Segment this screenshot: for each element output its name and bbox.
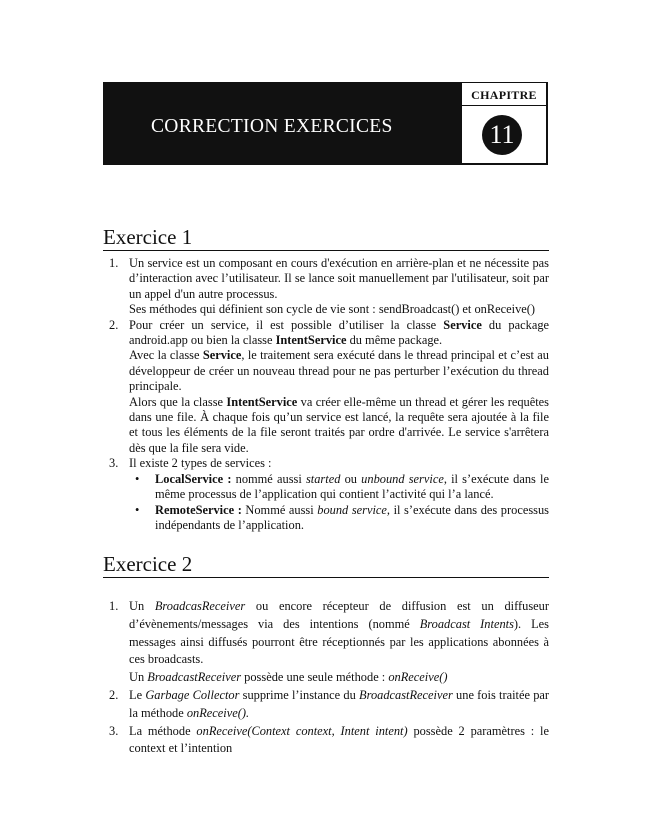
text: , le traitement sera exécuté dans le thread principal et c’est au développeur de créer un nouveau thread pour ne pas perturber l’exécution du thread principale.: [129, 348, 549, 394]
item-number: 1.: [109, 599, 119, 613]
chapter-banner: [103, 82, 548, 165]
paragraph: [129, 348, 549, 394]
bullet-icon: •: [135, 502, 140, 517]
item-number: 2.: [109, 687, 119, 702]
exercise-1-heading: Exercice 1: [103, 224, 549, 251]
text: Un: [129, 599, 155, 613]
list-item: [103, 318, 549, 457]
term-italic: bound service,: [317, 502, 391, 517]
chapter-title: CORRECTION EXERCICES: [151, 116, 393, 137]
text: du même package.: [346, 333, 443, 348]
paragraph: [129, 669, 549, 687]
term-italic: onReceive().: [186, 705, 250, 720]
service-types-list: [129, 472, 549, 534]
bullet-item: [129, 503, 549, 534]
paragraph: [129, 723, 549, 759]
text: La méthode: [129, 723, 197, 738]
chapter-label: CHAPITRE: [471, 88, 537, 102]
class-name: IntentService: [226, 394, 298, 409]
term-italic: Garbage Collector: [145, 687, 240, 702]
bullet-icon: •: [135, 471, 140, 486]
text: supprime l’instance du: [239, 687, 360, 702]
list-item: [103, 256, 549, 318]
exercise-1-list: [103, 256, 549, 533]
text: ). Les messages ainsi diffusés pourront être réceptionnés par les applications abonnées à ces broadcasts.: [129, 616, 549, 667]
text: , il s’exécute dans le même processus de l’application qui contient l’activité qui l’a lancé.: [155, 471, 549, 502]
text: il s’exécute dans des processus indépendants de l’application.: [155, 502, 549, 532]
paragraph: [129, 598, 549, 669]
text: Un: [129, 670, 148, 685]
class-name: Service: [202, 348, 242, 363]
bullet-item: [129, 472, 549, 503]
paragraph: [129, 395, 549, 457]
list-item: [103, 687, 549, 723]
text: Nommé aussi: [245, 502, 318, 517]
chapter-box: [461, 82, 547, 164]
term-italic: BroadcastReceiver: [147, 670, 242, 685]
term-italic: BroadcasReceiver: [154, 599, 246, 613]
text: Avec la classe: [129, 348, 203, 363]
text: va créer elle-même un thread et gérer les requêtes dans une file. À chaque fois qu’un service est lancé, la requête sera ajoutée à la file et tous les éléments de la file seront traités par ordre d'arrivée. Le service s'arrêtera dès que la file sera vide.: [129, 394, 549, 455]
item-number: 2.: [109, 317, 119, 332]
paragraph: [129, 687, 549, 723]
term: LocalService :: [155, 471, 236, 486]
list-item: [103, 723, 549, 759]
class-name: Service: [443, 317, 482, 332]
term-italic: BroadcastReceiver: [359, 687, 453, 702]
exercise-2-list: [103, 598, 549, 758]
text: Alors que la classe: [129, 394, 227, 409]
text: Pour créer un service, il est possible d’utiliser la classe: [129, 317, 444, 332]
paragraph: Ses méthodes qui définient son cycle de vie sont : sendBroadcast() et onReceive(): [129, 302, 536, 317]
exercise-2-heading: Exercice 2: [103, 551, 549, 578]
chapter-number-badge: 11: [482, 115, 522, 155]
item-number: 1.: [109, 256, 119, 270]
text: ou encore récepteur de diffusion est un diffuseur d’évènements/messages via des intentions (nommé: [129, 599, 549, 631]
class-name: IntentService: [275, 333, 347, 348]
term-italic: Broadcast Intents: [419, 616, 514, 631]
term-italic: started: [305, 471, 341, 486]
text: ou: [340, 471, 362, 486]
chapter-divider: [462, 105, 546, 106]
text: nommé aussi: [235, 471, 306, 486]
term-italic: onReceive(Context context, Intent intent): [196, 723, 408, 738]
term-italic: unbound service: [361, 471, 444, 486]
list-item: [103, 598, 549, 687]
text: du package android.app ou bien la classe: [129, 317, 550, 348]
paragraph: Un service est un composant en cours d'exécution en arrière-plan et ne nécessite pas d’interaction avec l’utilisateur. Il se lance soit manuellement par l'utilisateur, soit par un appel d'un autre processus.: [129, 256, 549, 301]
list-item: [103, 456, 549, 533]
item-number: 3.: [109, 723, 119, 738]
term-italic: onReceive(): [388, 670, 448, 685]
term: RemoteService :: [155, 502, 246, 517]
text: Le: [129, 687, 146, 702]
paragraph: [129, 318, 549, 349]
text: possède 2 paramètres : le context et l’intention: [129, 723, 549, 756]
paragraph: Il existe 2 types de services :: [129, 456, 272, 471]
text: une fois traitée par la méthode: [129, 687, 550, 720]
item-number: 3.: [109, 456, 119, 471]
text: possède une seule méthode :: [241, 670, 389, 685]
